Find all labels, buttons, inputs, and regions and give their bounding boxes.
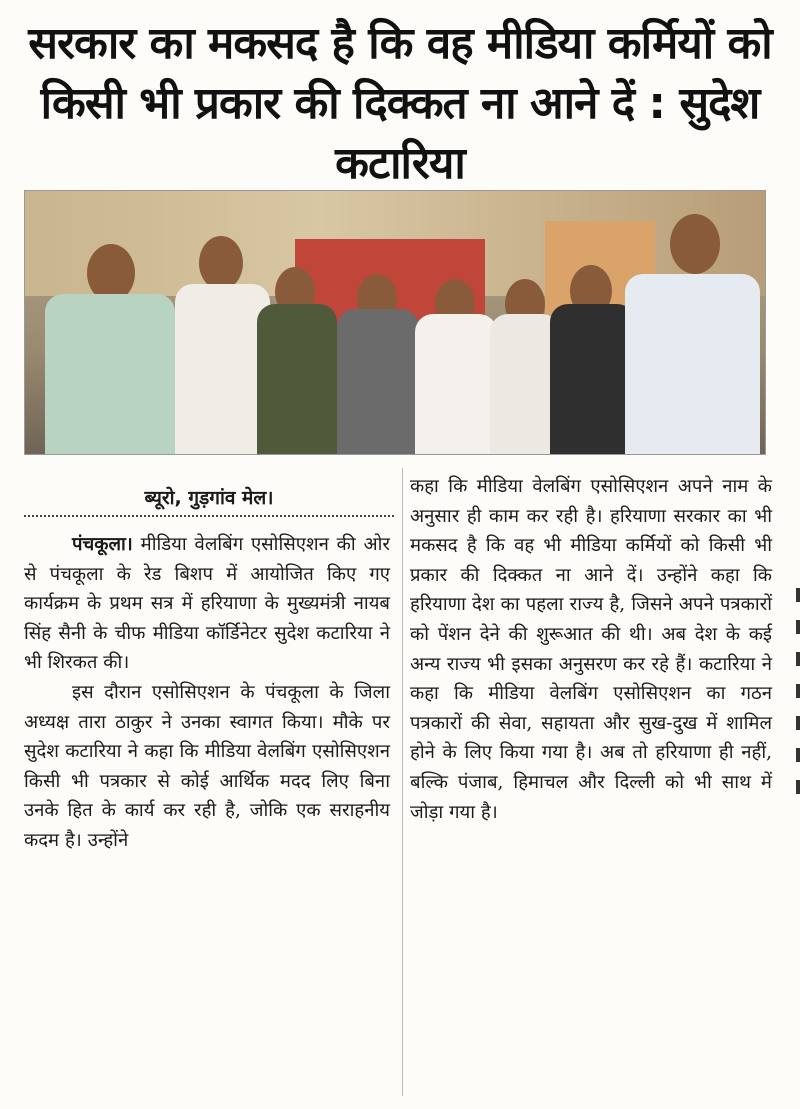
article-column-1 (24, 530, 390, 856)
column-divider (402, 468, 403, 1096)
person-2 (175, 214, 270, 454)
article-column-2 (410, 472, 772, 827)
person-8 (625, 204, 760, 454)
byline-divider (24, 515, 394, 517)
person-4 (337, 244, 419, 454)
article-paragraph-2: इस दौरान एसोसिएशन के पंचकूला के जिला अध्यक्ष तारा ठाकुर ने उनका स्वागत किया। मौके पर सुदेश कटारिया ने कहा कि मीडिया वेलबिंग एसोसिएशन किसी भी पत्रकार से कोई आर्थिक मदद लिए बिना उनके हित के कार्य कर रही है, जोकि एक सराहनीय कदम है। उन्होंने (24, 681, 390, 851)
dateline: पंचकूला। (72, 534, 133, 555)
headline: सरकार का मकसद है कि वह मीडिया कर्मियों को किसी भी प्रकार की दिक्कत ना आने दें : सुदेश कटारिया (28, 18, 772, 189)
person-1 (45, 224, 175, 454)
person-3 (257, 239, 337, 454)
page-edge-marks (794, 570, 800, 1070)
person-7 (550, 239, 635, 454)
person-5 (415, 249, 497, 454)
group-photo (24, 190, 766, 455)
paragraph-1-text: मीडिया वेलबिंग एसोसिएशन की ओर से पंचकूला के रेड बिशप में आयोजित किए गए कार्यक्रम के प्रथम सत्र में हरियाणा के मुख्यमंत्री नायब सिंह सैनी के चीफ मीडिया कॉर्डिनेटर सुदेश कटारिया ने भी शिरकत की। (24, 534, 390, 674)
byline: ब्यूरो, गुड़गांव मेल। (144, 487, 274, 509)
article-paragraph-3: कहा कि मीडिया वेलबिंग एसोसिएशन अपने नाम के अनुसार ही काम कर रही है। हरियाणा सरकार का भी मकसद है कि वह भी मीडिया कर्मियों को किसी भी प्रकार की दिक्कत ना आने दें। उन्होंने कहा कि हरियाणा देश का पहला राज्य है, जिसने अपने पत्रकारों को पेंशन देने की शुरूआत की थी। अब देश के कई अन्य राज्य भी इसका अनुसरण कर रहे हैं। कटारिया ने कहा कि मीडिया वेलबिंग एसोसिएशन का गठन पत्रकारों की सेवा, सहायता और सुख-दुख में शामिल होने के लिए किया गया है। अब तो हरियाणा ही नहीं, बल्कि पंजाब, हिमाचल और दिल्ली को भी साथ में जोड़ा गया है। (410, 476, 772, 823)
article-paragraph-1 (24, 530, 390, 678)
